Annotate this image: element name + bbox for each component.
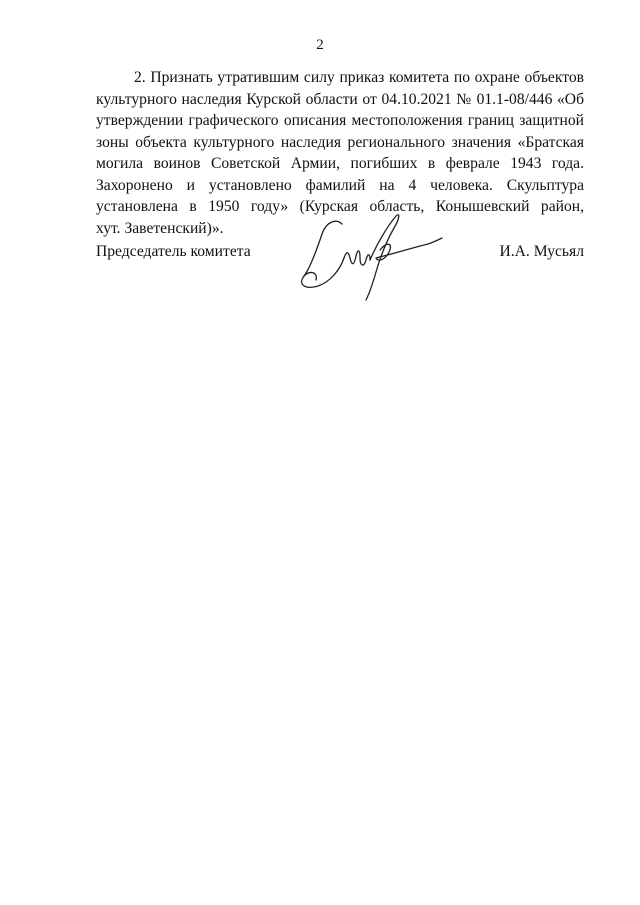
paragraph-line: культурного наследия Курской области от 04.10.2021 № 01.1-08/446 «Об: [96, 90, 584, 108]
signer-name: И.А. Мусьял: [499, 243, 584, 260]
paragraph-line: утверждении графического описания местоположения границ защитной: [96, 112, 584, 129]
signer-title: Председатель комитета: [96, 243, 251, 260]
paragraph-line: установлена в 1950 году» (Курская область, Конышевский район,: [96, 198, 584, 215]
paragraph-line: Захоронено и установлено фамилий на 4 человека. Скульптура: [96, 176, 584, 194]
paragraph-line: могила воинов Советской Армии, погибших в феврале 1943 года.: [96, 155, 584, 172]
paragraph-line: хут. Заветенский)».: [96, 219, 224, 237]
page-number: 2: [316, 37, 324, 53]
handwritten-signature: [296, 210, 446, 302]
paragraph-line: 2. Признать утратившим силу приказ комитета по охране объектов: [134, 69, 584, 86]
paragraph-line: зоны объекта культурного наследия регионального значения «Братская: [96, 133, 584, 151]
